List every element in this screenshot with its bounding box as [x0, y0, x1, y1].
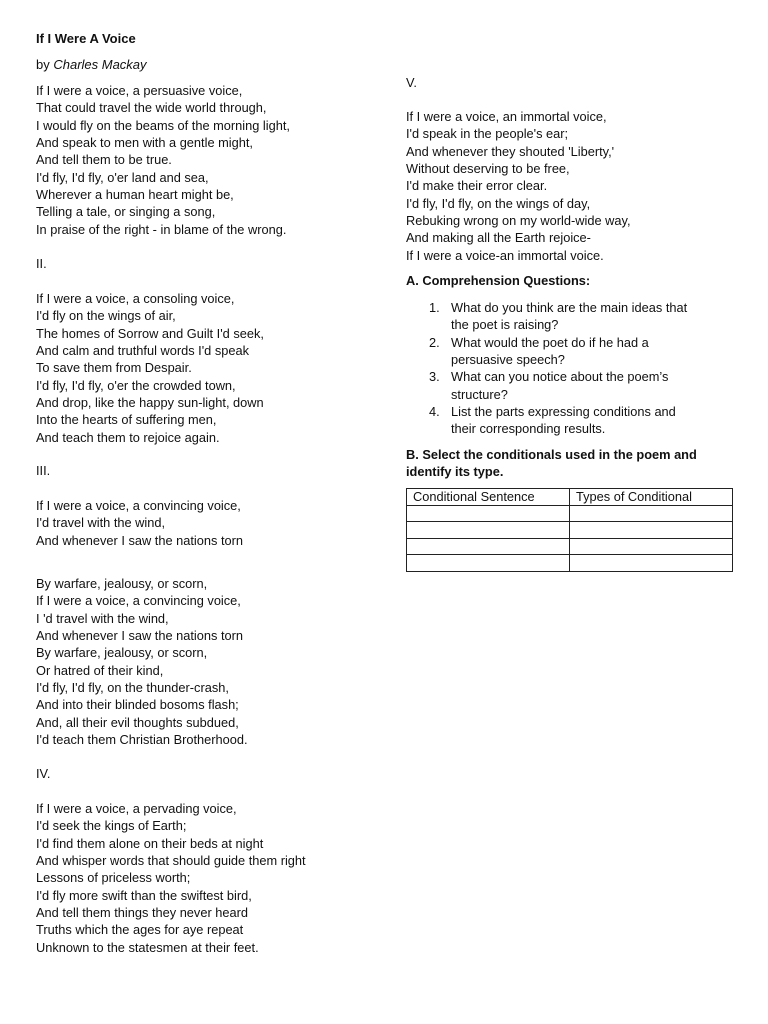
poem-line: Truths which the ages for aye repeat	[36, 922, 244, 938]
stanza-4	[36, 800, 306, 956]
poem-line: In praise of the right - in blame of the wrong.	[36, 221, 287, 237]
poem-line: I'd teach them Christian Brotherhood.	[36, 732, 248, 748]
poem-line: And whenever I saw the nations torn	[36, 532, 244, 548]
question-line: What would the poet do if he had a	[451, 334, 649, 350]
poem-line: And whenever I saw the nations torn	[36, 628, 244, 644]
table-row	[407, 555, 733, 572]
section-b-heading-line: identify its type.	[406, 464, 504, 480]
stanza-3b	[36, 575, 248, 748]
section-b-heading-line: B. Select the conditionals used in the poem and	[406, 447, 697, 462]
poem-byline	[36, 57, 147, 72]
table-cell-input[interactable]	[407, 538, 570, 555]
question-number: 2.	[429, 334, 440, 350]
poem-line: And tell them to be true.	[36, 152, 172, 168]
poem-line: Lessons of priceless worth;	[36, 870, 191, 886]
byline-prefix: by	[36, 57, 54, 72]
poem-line: Rebuking wrong on my world-wide way,	[406, 213, 631, 229]
poem-line: And making all the Earth rejoice-	[406, 230, 591, 246]
poem-line: I'd make their error clear.	[406, 178, 548, 194]
poem-line: And calm and truthful words I'd speak	[36, 343, 249, 359]
poem-line: To save them from Despair.	[36, 360, 192, 376]
table-cell-input[interactable]	[407, 505, 570, 522]
table-row	[407, 505, 733, 522]
stanza-2	[36, 290, 264, 446]
question-line: structure?	[451, 386, 508, 402]
table-header-row	[407, 489, 733, 506]
poem-line: And tell them things they never heard	[36, 905, 248, 921]
poem-line: I'd fly, I'd fly, o'er land and sea,	[36, 169, 209, 185]
question-item	[406, 299, 687, 334]
poem-line: If I were a voice, a convincing voice,	[36, 498, 241, 513]
poem-line: The homes of Sorrow and Guilt I'd seek,	[36, 325, 264, 341]
poem-line: I'd fly on the wings of air,	[36, 308, 176, 324]
poem-line: Telling a tale, or singing a song,	[36, 204, 216, 220]
poem-line: Or hatred of their kind,	[36, 662, 164, 678]
question-line: What do you think are the main ideas that	[451, 300, 688, 315]
poem-line: That could travel the wide world through,	[36, 100, 267, 116]
stanza-heading-2: II.	[36, 256, 47, 271]
poem-line: And, all their evil thoughts subdued,	[36, 714, 239, 730]
poem-line: If I were a voice, a consoling voice,	[36, 291, 235, 306]
poem-line: Unknown to the statesmen at their feet.	[36, 939, 259, 955]
poem-line: Into the hearts of suffering men,	[36, 412, 217, 428]
poem-line: And whisper words that should guide them right	[36, 853, 306, 869]
poem-line: If I were a voice, a persuasive voice,	[36, 83, 243, 98]
table-cell-input[interactable]	[570, 505, 733, 522]
stanza-heading-4: IV.	[36, 766, 51, 781]
poem-line: And whenever they shouted 'Liberty,'	[406, 143, 615, 159]
section-b-heading	[406, 446, 697, 481]
question-line: their corresponding results.	[451, 421, 606, 437]
stanza-heading-5: V.	[406, 75, 417, 90]
poem-line: I'd speak in the people's ear;	[406, 126, 569, 142]
question-item	[406, 368, 687, 403]
stanza-heading-3: III.	[36, 463, 51, 478]
conditionals-table	[406, 488, 733, 572]
question-line: the poet is raising?	[451, 317, 559, 333]
question-number: 1.	[429, 300, 440, 315]
question-line: List the parts expressing conditions and	[451, 404, 676, 420]
poem-line: And drop, like the happy sun-light, down	[36, 395, 264, 411]
column-header-types-of-conditional: Types of Conditional	[570, 489, 733, 506]
poem-line: I 'd travel with the wind,	[36, 610, 169, 626]
table-row	[407, 522, 733, 539]
poem-line: If I were a voice-an immortal voice.	[406, 247, 604, 263]
poem-line: I'd travel with the wind,	[36, 515, 166, 531]
comprehension-questions	[406, 299, 687, 438]
question-number: 4.	[429, 404, 440, 420]
poem-line: And into their blinded bosoms flash;	[36, 697, 239, 713]
poem-line: I'd fly, I'd fly, on the wings of day,	[406, 195, 591, 211]
table-cell-input[interactable]	[407, 555, 570, 572]
poem-line: If I were a voice, a convincing voice,	[36, 593, 241, 609]
poem-line: If I were a voice, a pervading voice,	[36, 801, 237, 816]
poem-line: I'd find them alone on their beds at night	[36, 835, 264, 851]
table-cell-input[interactable]	[570, 538, 733, 555]
poem-line: Without deserving to be free,	[406, 161, 570, 177]
table-row	[407, 538, 733, 555]
question-item	[406, 403, 687, 438]
stanza-1	[36, 82, 290, 238]
poem-line: I'd fly more swift than the swiftest bird,	[36, 887, 252, 903]
poem-line: If I were a voice, an immortal voice,	[406, 109, 607, 124]
table-cell-input[interactable]	[407, 522, 570, 539]
question-line: What can you notice about the poem’s	[451, 369, 669, 385]
table-cell-input[interactable]	[570, 555, 733, 572]
poem-title: If I Were A Voice	[36, 31, 136, 46]
question-number: 3.	[429, 369, 440, 385]
stanza-3a	[36, 497, 243, 549]
section-a-heading: A. Comprehension Questions:	[406, 273, 591, 288]
question-item	[406, 334, 687, 369]
poem-line: I would fly on the beams of the morning light,	[36, 117, 290, 133]
question-line: persuasive speech?	[451, 352, 565, 368]
poem-line: I'd seek the kings of Earth;	[36, 818, 187, 834]
poem-line: And speak to men with a gentle might,	[36, 135, 253, 151]
poem-line: By warfare, jealousy, or scorn,	[36, 576, 208, 591]
poem-line: Wherever a human heart might be,	[36, 187, 234, 203]
table-cell-input[interactable]	[570, 522, 733, 539]
column-header-conditional-sentence: Conditional Sentence	[407, 489, 570, 506]
poem-line: And teach them to rejoice again.	[36, 429, 220, 445]
poem-line: I'd fly, I'd fly, on the thunder-crash,	[36, 680, 229, 696]
poem-author: Charles Mackay	[53, 57, 147, 72]
poem-line: By warfare, jealousy, or scorn,	[36, 645, 208, 661]
poem-line: I'd fly, I'd fly, o'er the crowded town,	[36, 377, 236, 393]
stanza-5	[406, 108, 631, 264]
